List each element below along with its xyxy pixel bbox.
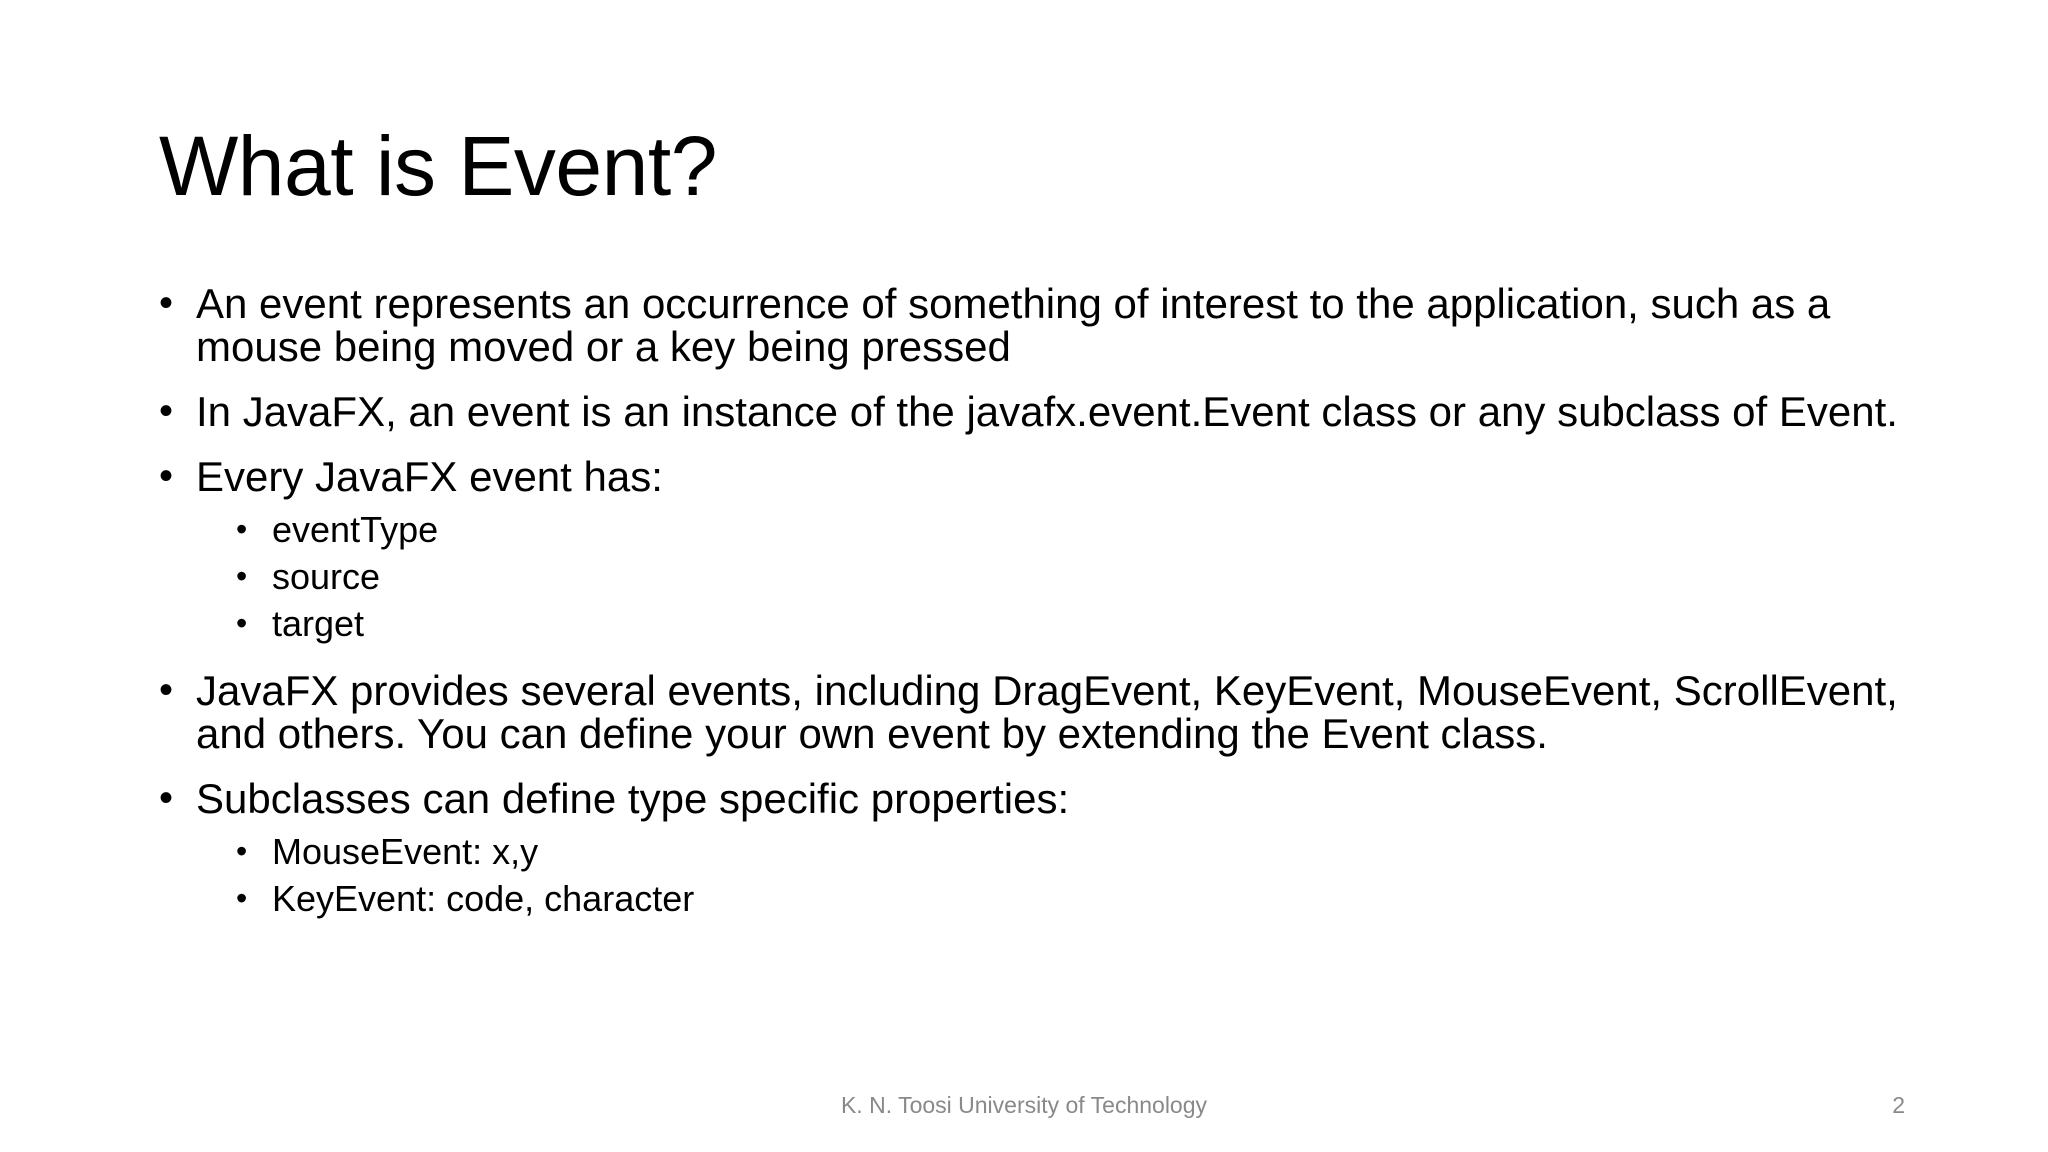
bullet-text: In JavaFX, an event is an instance of the javafx.event.Event class or any subclass of Event. [196, 388, 1898, 435]
page-number: 2 [1892, 1092, 1905, 1118]
bullet-icon: • [236, 880, 248, 916]
sub-bullet-item [236, 828, 1919, 875]
bullet-text: An event represents an occurrence of something of interest to the application, such as a mouse being moved or a key being pressed [196, 280, 1831, 370]
bullet-icon: • [236, 605, 248, 641]
footer-institution: K. N. Toosi University of Technology [840, 1092, 1208, 1118]
sub-bullet-text: source [272, 556, 381, 597]
slide-body [159, 282, 1919, 944]
bullet-item [159, 390, 1919, 433]
sub-bullet-text: target [272, 603, 365, 644]
sub-bullet-text: eventType [272, 509, 439, 550]
bullet-item [159, 282, 1919, 368]
sub-bullet-list [236, 506, 1919, 647]
bullet-item [159, 669, 1919, 755]
bullet-icon: • [236, 511, 248, 547]
sub-bullet-list [236, 828, 1919, 922]
bullet-list [159, 282, 1919, 922]
sub-bullet-text: MouseEvent: x,y [272, 831, 539, 872]
bullet-item [159, 455, 1919, 647]
bullet-text: JavaFX provides several events, including DragEvent, KeyEvent, MouseEvent, ScrollEvent, and others. You can define your own event by extending the Event class. [196, 667, 1898, 757]
sub-bullet-item [236, 600, 1919, 647]
bullet-icon: • [159, 389, 174, 433]
bullet-icon: • [236, 558, 248, 594]
sub-bullet-item [236, 553, 1919, 600]
sub-bullet-item [236, 875, 1919, 922]
bullet-item [159, 777, 1919, 922]
bullet-icon: • [159, 776, 174, 820]
bullet-icon: • [159, 668, 174, 712]
sub-bullet-item [236, 506, 1919, 553]
sub-bullet-text: KeyEvent: code, character [272, 878, 695, 919]
bullet-icon: • [159, 454, 174, 498]
bullet-text: Every JavaFX event has: [196, 453, 663, 500]
slide-title: What is Event? [159, 119, 717, 213]
bullet-icon: • [236, 833, 248, 869]
bullet-icon: • [159, 281, 174, 325]
bullet-text: Subclasses can define type specific properties: [196, 775, 1070, 822]
